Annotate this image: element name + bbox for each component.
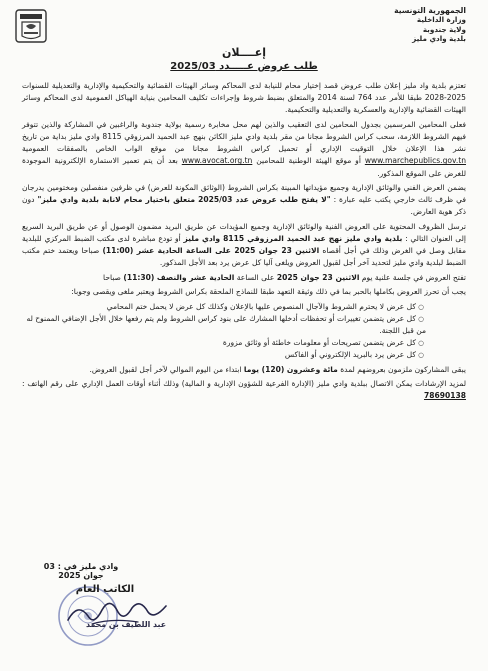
list-item-text: كل عرض لا يحترم الشروط والآجال المنصوص عليها بالإعلان وكذلك كل عرض لا يحمل ختم المحامي [106,301,416,311]
paragraph-participation-end: بعد أن يتم تعمير الاستمارة الإلكترونية الموجودة للغرض على الموقع المذكور. [22,156,466,178]
signer-title: الكاتب العام [75,584,135,595]
list-item [22,313,426,337]
paragraph-contact-text: لمزيد الإرشادات يمكن الاتصال ببلدية وادي مليز (الإدارة الفرعية للشؤون الإدارية و المالية) وذلك أثناء أوقات العمل الإداري على رقم الهاتف : [22,378,466,388]
list-item [22,301,426,313]
signer-name: عبد اللطيف بن محمد [85,620,167,629]
paragraph-submission-mid: أو تودع مباشرة لدى مكتب الضبط المركزي للبلدية مقابل وصل في الغرض وذلك في أجل أقصاه [22,234,466,256]
org-line-governorate: ولاية جندوبة [422,24,466,34]
org-line-municipality: بلدية وادي مليز [412,34,466,44]
paragraph-envelopes-text: يضمن العرض الفني والوثائق الإدارية وجميع مؤيداتها المبينة بكراس الشروط (الوثائق المكونة للعرض) في ظرفين منفصلين ومختومين يدرجان في ظرف ثالث خارجي يكتب عليه عبارة : [22,183,466,205]
bullet-icon: ○ [418,351,424,360]
opening-time: الحادية عشر والنصف (11:30) [123,272,235,282]
marchepublics-link[interactable]: www.marchepublics.gov.tn [364,156,467,166]
paragraph-submission-text: ترسل الظروف المحتوية على العروض الفنية والوثائق الإدارية وجميع المؤيدات عن طريق البريد مضمون الوصول أو عن طريق البريد السريع إلى العنوان التالي : [22,221,466,243]
opening-date: الاثنين 23 جوان 2025 [276,272,360,282]
paragraph-validity [22,364,466,376]
paragraph-intro [22,80,466,117]
paragraph-participation [22,119,466,180]
paragraph-opening-text: تفتح العروض في جلسة علنية يوم [361,272,466,282]
paragraph-validity-text: يبقى المشاركون ملزمون بعروضهم لمدة [340,364,466,374]
paragraph-participation-tail: أو موقع الهيئة الوطنية للمحامين [256,156,361,166]
submission-deadline: الاثنين 23 جوان 2025 على الساعة الحادية عشر (11:00) [102,246,320,256]
list-item [22,337,426,349]
list-item-text: كل عرض يتضمن تصريحات أو معلومات خاطئة أو وثائق مزورة [222,338,416,348]
bullet-icon: ○ [418,314,424,323]
list-item [22,349,426,361]
document-subtitle: طلب عروض عـــــدد 2025/03 [170,61,318,72]
paragraph-opening-mid: على الساعة [236,272,275,282]
exclusion-list [22,301,426,362]
municipality-logo [14,8,48,44]
paragraph-contact [22,378,466,402]
envelope-inscription: "لا يفتح طلب عروض عدد 2025/03 متعلق باختيار محام لانابة بلدية وادي مليز" [37,195,331,205]
paragraph-envelopes-end: دون ذكر هوية العارض. [22,195,466,217]
document-date: وادي مليز في : 03 جوان 2025 [43,562,119,580]
paragraph-participation-text: فعلى المحامين المرسمين بجدول المحامين لدى التعقيب والذين لهم محل مخابرة رسمية بولاية جندوبة والراغبين في المشاركة والذين تتوفر فيهم الشروط اللازمة، سحب كراس الشروط مجانا من مقر بلدية وادي مليز الكائن بنهج عبد الحميد المرزوقي 8115 وادي مليز بداية من تاريخ نشر هذا الإعلان خلال التوقيت الإداري أو تحميل كراس الشروط مجانا من موقع الواب الخاص بالصفقات العمومية [22,119,466,154]
phone-number[interactable]: 78690138 [423,391,466,401]
bullet-icon: ○ [418,302,424,311]
paragraph-submission [22,221,466,270]
submission-address: بلدية وادي مليز نهج عبد الحميد المرزوقي 8115 وادي مليز [183,234,403,243]
list-item-text: كل عرض يتضمن تغييرات أو تحفظات أدخلها المشارك على بنود كراس الشروط ولم يتم رفعها خلال الأجل الإضافي الممنوح له من قبل اللجنة. [26,313,426,335]
organization-header [306,6,466,44]
document-body [22,80,466,405]
paragraph-opening-end: صباحا [103,272,121,282]
paragraph-opening [22,272,466,284]
paragraph-validity-end: ابتداء من اليوم الموالي لآخر أجل لقبول العروض. [89,364,242,374]
avocat-link[interactable]: www.avocat.org.tn [181,156,253,166]
paragraph-requirements [22,286,466,298]
list-item-text: كل عرض يرد بالبريد الإلكتروني أو الفاكس [284,350,416,360]
paragraph-intro-text: تعتزم بلدية واد مليز إعلان طلب عروض قصد إختيار محام للنيابة لدى المحاكم وسائر الهيئات القضائية والتحكيمية والإدارية والتعديلية للسنوات 2025-2028 طبقا للأمر عدد 764 لسنة 2014 والمتعلق بضبط شروط وإجراءات تكليف المحامين بنيابة الهياكل العمومية لدى المحاكم وسائر الهيئات القضائية والإدارية والعسكرية والتعديلية والتحكيمية. [22,81,466,115]
document-title: إعــــلان [221,46,267,59]
validity-period: مائة وعشرون (120) يوما [243,364,338,374]
bullet-icon: ○ [418,339,424,348]
org-line-country: الجمهورية التونسية [394,6,466,15]
paragraph-requirements-text: يجب أن تحرز العروض بكاملها بالحبر بما في ذلك وثيقة التعهد طبقا للنماذج الملحقة بكراس الشروط ويعتبر ملغى ويقصى وجوبا: [71,287,466,297]
org-line-ministry: وزارة الداخلية [416,15,466,25]
paragraph-envelopes [22,182,466,219]
paragraph-submission-end: صباحا ويعتمد ختم مكتب الضبط لبلدية وادي مليز لتحديد آخر أجل لقبول العروض ويلغى آليا كل عرض يرد بعد الأجل المذكور. [22,246,466,268]
